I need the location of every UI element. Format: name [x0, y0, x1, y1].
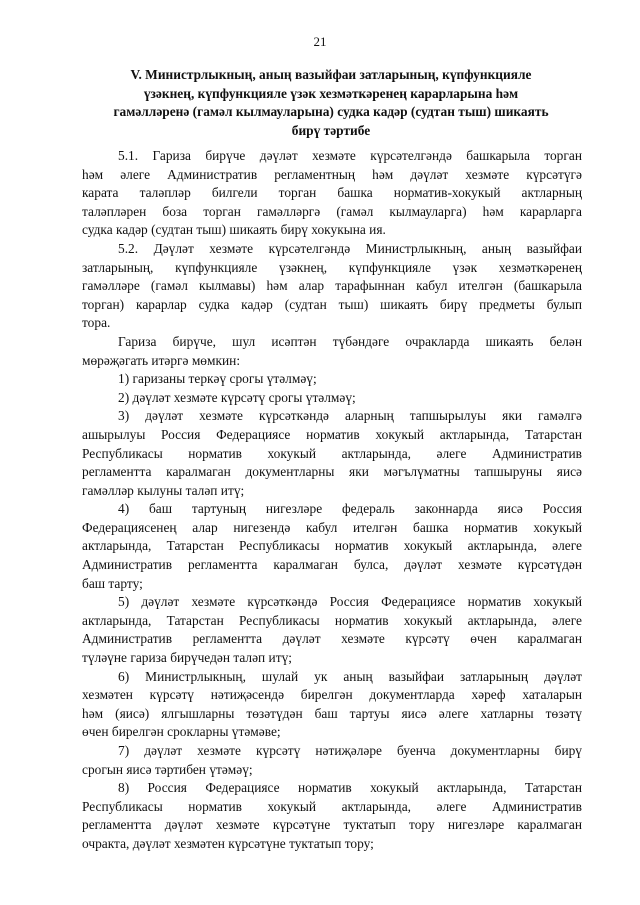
- paragraph-line: 8) Россия Федерациясе норматив хокукый актларында, Татарстан: [118, 780, 582, 796]
- paragraph-line: гамәлләре (гамәл кылмавы) һәм алар тарафыннан кабул ителгән (башкарыла: [82, 278, 582, 294]
- paragraph-line: затларының, күпфункцияле үзәкнең, күпфункцияле үзәк хезмәткәренең: [82, 259, 582, 275]
- paragraph-line: 1) гаризаны теркәү срогы үтәлмәү;: [118, 371, 317, 387]
- paragraph-line: Федерациясенең алар нигезендә кабул ителгән башка норматив хокукый: [82, 519, 582, 535]
- paragraph: [82, 742, 582, 779]
- paragraph: [82, 779, 582, 853]
- section-title-line: бирү тәртибе: [291, 122, 371, 138]
- paragraph: [82, 240, 582, 333]
- paragraph-line: һәм (яисә) ялгышларны төзәтүдән баш тартуы яисә әлеге хатларны төзәтү: [82, 705, 582, 721]
- paragraph-line: мөрәҗәгать итәргә мөмкин:: [82, 352, 241, 368]
- paragraph: [82, 500, 582, 593]
- paragraph-line: 5.2. Дәүләт хезмәте күрсәтелгәндә Министрлыкның, аның вазыйфаи: [118, 240, 582, 256]
- paragraph-line: регламентта каралмаган документларны яки мәгълүматны тапшыруны яисә: [82, 464, 582, 480]
- section-title-line: V. Министрлыкның, аның вазыйфаи затларының, күпфункцияле: [130, 67, 532, 82]
- paragraph-line: баш тарту;: [82, 575, 143, 591]
- paragraph-line: түләүне гариза бирүчедән таләп итү;: [82, 650, 292, 666]
- paragraph-line: таләпләрен боза торган гамәлләргә (гамәл кылмауларга) һәм карарларга: [82, 203, 582, 219]
- section-title: [76, 66, 586, 140]
- paragraph-line: актларында, Татарстан Республикасы норматив хокукый актларында, әлеге: [82, 612, 582, 628]
- paragraph-line: карата таләпләр билгели торган башка норматив-хокукый актларның: [82, 185, 582, 201]
- paragraph: [82, 147, 582, 240]
- paragraph-line: Республикасы норматив хокукый актларында, әлеге Административ: [82, 445, 582, 461]
- document-body: [82, 147, 582, 854]
- paragraph: [82, 593, 582, 667]
- page-number: 21: [313, 34, 327, 49]
- paragraph-line: Административ регламентта дәүләт хезмәте күрсәтү өчен каралмаган: [82, 631, 582, 647]
- paragraph-line: гамәлләр кылуны таләп итү;: [82, 482, 245, 498]
- section-title-line: гамәлләренә (гамәл кылмауларына) судка кадәр (судтан тыш) шикаять: [113, 104, 549, 119]
- paragraph-line: 6) Министрлыкның, шулай ук аның вазыйфаи затларының дәүләт: [118, 668, 582, 684]
- paragraph-line: регламентта дәүләт хезмәте күрсәтүне туктатып тору нигезләре каралмаган: [82, 817, 582, 833]
- paragraph-line: 5.1. Гариза бирүче дәүләт хезмәте күрсәтелгәндә башкарыла торган: [118, 148, 582, 163]
- paragraph: [82, 407, 582, 500]
- paragraph: [82, 668, 582, 742]
- paragraph-line: срогын яисә тәртибен үтәмәү;: [82, 761, 253, 777]
- paragraph-line: 4) баш тартуның нигезләре федераль законнарда яисә Россия: [118, 501, 582, 517]
- paragraph: [82, 333, 582, 370]
- paragraph-line: 2) дәүләт хезмәте күрсәтү срогы үтәлмәү;: [118, 389, 356, 405]
- paragraph-line: һәм әлеге Административ регламентның һәм дәүләт хезмәте күрсәтүгә: [82, 166, 582, 182]
- paragraph-line: 7) дәүләт хезмәте күрсәтү нәтиҗәләре буенча документларны бирү: [118, 743, 582, 758]
- paragraph-line: хезмәтен күрсәтү нәтиҗәсендә бирелгән документларда хәреф хаталарын: [82, 687, 582, 703]
- paragraph-line: Административ регламентта каралмаган булса, дәүләт хезмәте күрсәтүдән: [82, 557, 582, 573]
- paragraph-line: очракта, дәүләт хезмәтен күрсәтүне туктатып тору;: [82, 835, 374, 851]
- paragraph: [82, 389, 582, 408]
- paragraph: [82, 370, 582, 389]
- paragraph-line: Республикасы норматив хокукый актларында, әлеге Административ: [82, 798, 582, 814]
- paragraph-line: торган) карарлар судка кадәр (судтан тыш) шикаять бирү предметы булып: [82, 296, 582, 312]
- paragraph-line: ашырылуы Россия Федерациясе норматив хокукый актларында, Татарстан: [82, 426, 582, 442]
- paragraph-line: өчен бирелгән срокларны үтәмәве;: [82, 724, 281, 740]
- paragraph-line: тора.: [82, 315, 111, 331]
- paragraph-line: 5) дәүләт хезмәте күрсәткәндә Россия Федерациясе норматив хокукый: [118, 594, 582, 610]
- paragraph-line: 3) дәүләт хезмәте күрсәткәндә аларның тапшырылуы яки гамәлгә: [118, 408, 582, 424]
- paragraph-line: Гариза бирүче, шул исәптән түбәндәге очракларда шикаять белән: [118, 333, 582, 349]
- section-title-line: үзәкнең, күпфункцияле үзәк хезмәткәренең карарларына һәм: [143, 85, 519, 101]
- paragraph-line: актларында, Татарстан Республикасы норматив хокукый актларында, әлеге: [82, 538, 582, 554]
- paragraph-line: судка кадәр (судтан тыш) шикаять бирү хокукына ия.: [82, 222, 386, 238]
